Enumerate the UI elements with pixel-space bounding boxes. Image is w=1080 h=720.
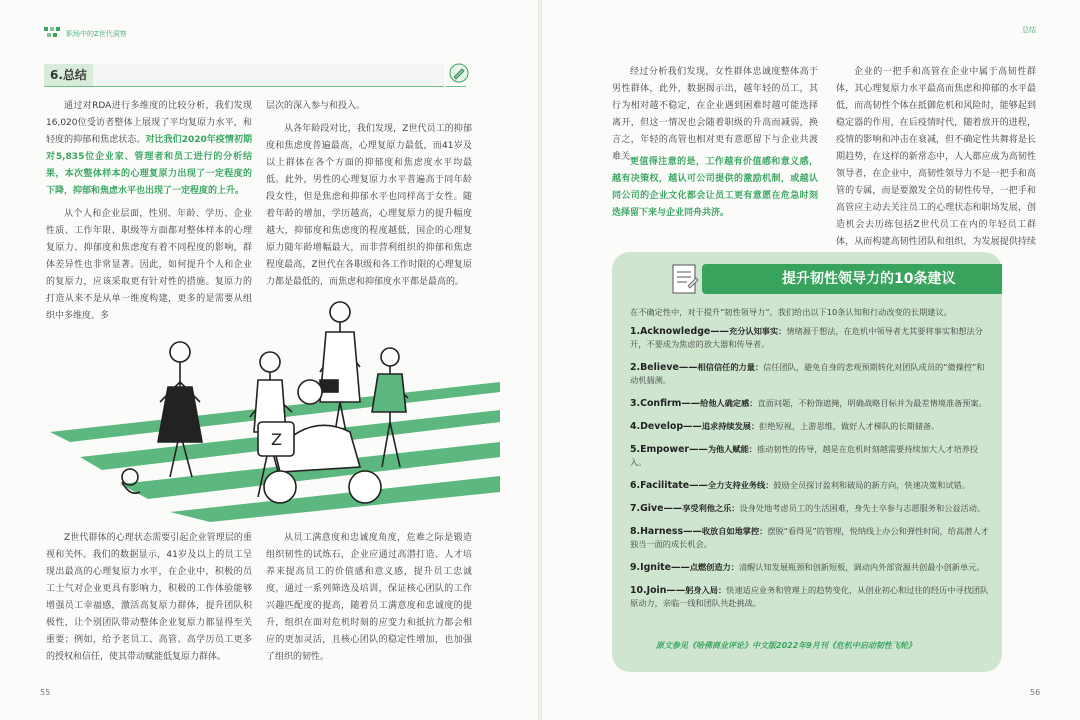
- suggestion-title: 点燃创造力：: [689, 562, 739, 572]
- suggestion-keyword: 9.Ignite——: [630, 562, 690, 573]
- suggestion-text: 快速适应业务和管理上的趋势变化，从创业初心和过往的经历中寻找团队原动力，亲临一线和团队共赴挑战。: [630, 585, 989, 608]
- suggestion-keyword: 3.Confirm——: [630, 398, 701, 409]
- source-note: 原文参见《哈佛商业评论》中文版2022年9月刊《危机中启动韧性飞轮》: [656, 641, 916, 650]
- suggestion-item: [630, 325, 990, 351]
- suggestion-keyword: 7.Give——: [630, 503, 683, 514]
- suggestion-text: 鼓励全员探讨盈利和破局的新方向，快速决策和试错。: [773, 480, 970, 490]
- section-bar: [44, 64, 444, 87]
- suggestion-keyword: 5.Empower——: [630, 444, 708, 455]
- page-number-right: 56: [1030, 688, 1041, 697]
- suggestion-title: 给他人确定感：: [700, 398, 758, 408]
- suggestion-text: 摆脱“看得见”的管理，悦纳线上办公和弹性时间，给高潜人才独当一面的成长机会。: [630, 526, 989, 549]
- suggestion-title: 躬身入局：: [685, 585, 727, 595]
- highlight-paragraph: 更值得注意的是，工作越有价值感和意义感，越有决策权，越认可公司提供的激励机制，或越认同公司的企业文化都会让员工更有意愿在危急时刻选择留下来与企业同舟共济。: [612, 157, 818, 218]
- document-icon: [670, 262, 700, 300]
- suggestion-text: 清醒认知发展瓶颈和创新短板，调动内外部资源共创最小创新单元。: [738, 562, 985, 572]
- paragraph: [46, 98, 252, 200]
- suggestion-item: [630, 525, 990, 551]
- suggestion-item: [630, 479, 990, 492]
- paragraph: 从各年龄段对比，我们发现，Z世代员工的抑郁度和焦虑度普遍最高，心理复原力最低，而41岁及以上群体在各个方面的抑郁度和焦虑度水平均最低。此外，男性的心理复原力水平普遍高于同年龄段女性，但是焦虑和抑郁水平也同样高于女性。随着年龄的增加，学历越高，心理复原力的提升幅度越大，抑郁度和焦虑度的程度越低，国企的心理复原力随年龄增幅最大，而非营利组织的抑郁和焦虑程度最高，Z世代在各职级和各工作时限的心理复原力都是最低的，而焦虑和抑郁度水平都是最高的。: [266, 124, 472, 287]
- suggestion-item: [630, 561, 990, 574]
- suggestion-text: 设身处地考虑员工的生活困难，身先士卒参与志愿服务和公益活动。: [739, 503, 986, 513]
- page-number-left: 55: [40, 688, 51, 697]
- suggestion-text: 直面问题，不粉饰遮掩，明确战略目标并为最差情境准备预案。: [757, 398, 987, 408]
- suggestion-text: 信任团队，避免自身的悲观预期转化对团队成员的“微操控”和动机揣测。: [630, 362, 985, 385]
- suggestion-keyword: 6.Facilitate——: [630, 480, 708, 491]
- suggestion-title: 享受利他之乐：: [682, 503, 740, 513]
- suggestion-text: 情绪源于想法，在危机中领导者尤其要将事实和想法分开，不要成为焦虑的放大器和传导者。: [630, 326, 983, 349]
- suggestion-keyword: 10.Join——: [630, 585, 686, 596]
- suggestions-title: 提升韧性领导力的10条建议: [702, 264, 1002, 294]
- street-illustration: [30, 292, 500, 526]
- suggestion-item: [630, 420, 990, 433]
- header-right-text: 总结: [1022, 26, 1036, 34]
- right-col-1: [612, 64, 818, 166]
- highlight-text: 对比我们2020年疫情初期对5,835位企业家、管理者和员工进行的分析结果，本次整体样本的心理复原力出现了一定程度的下降，抑郁和焦虑水平也出现了一定程度的上升。: [46, 135, 252, 196]
- header-left-text: 职场中的Z世代洞察: [66, 29, 127, 38]
- paragraph: 从员工满意度和忠诚度角度，危难之际是锻造组织韧性的试炼石，企业应通过高潜打造、人才培养来提高员工的价值感和意义感，提升员工忠诚度，通过一系列筛选及培训，保证核心团队的工作兴趣匹配度的提高，随着员工满意度和忠诚度的提升，组织在面对危机时刻的应变力和抵抗力都会相应的更加灵活，且核心团队的稳定性增加，也加强了组织的韧性。: [266, 533, 472, 662]
- suggestion-title: 全力支持业务线：: [707, 480, 774, 490]
- suggestions-intro: 在不确定性中，对于提升“韧性领导力”，我们给出以下10条认知和行动改变的长期建议。: [630, 307, 952, 317]
- pencil-icon: [448, 62, 470, 88]
- paragraph-text: 通过对RDA进行多维度的比较分析，我们发现16,020位受访者整体上展现了平均复原力水平，和轻度的抑郁和焦虑状态。: [46, 101, 252, 145]
- section-title: 6.总结: [44, 64, 93, 86]
- suggestion-keyword: 2.Believe——: [630, 362, 698, 373]
- right-col-2: [836, 64, 1036, 268]
- paragraph: 经过分析我们发现，女性群体忠诚度整体高于男性群体，此外，数据揭示出，越年轻的员工，其行为相对越不稳定，在企业遇到困难时越可能选择离开，但这一情况也会随着职级的升高而减弱，换言之，年轻的高管也相对更有意愿留下与企业共渡难关。: [612, 67, 818, 162]
- svg-text:Z: Z: [271, 430, 282, 449]
- suggestion-item: [630, 443, 990, 469]
- suggestion-keyword: 4.Develop——: [630, 421, 702, 432]
- suggestion-item: [630, 502, 990, 515]
- suggestion-title: 追求持续发展：: [701, 421, 760, 431]
- suggestion-title: 为他人赋能：: [707, 444, 757, 454]
- suggestions-body: [630, 306, 990, 620]
- paragraph: 企业的一把手和高管在企业中属于高韧性群体，其心理复原力水平最高而焦虑和抑郁的水平最低，而高韧性个体在抵御危机和风险时，能够起到稳定器的作用，在后疫情时代，随着放开的进程，疫情的影响和冲击在衰减，但不确定性共舞将是长期趋势，在这样的新常态中，人人都应成为高韧性领导者，在企业中，高韧性领导力不是一把手和高管的专属，而是要激发全员的韧性传导，一把手和高管应主动去关注员工的心理状态和职场发展，创造机会去历练包括Z世代员工在内的年轻员工群体，从而构建高韧性团队和组织，为发展提供持续: [836, 67, 1036, 247]
- left-col-4: [266, 530, 472, 666]
- suggestion-title: 相信信任的力量：: [697, 362, 764, 372]
- left-col-1: [46, 98, 252, 325]
- suggestion-title: 充分认知事实：: [729, 326, 787, 336]
- left-col-2: [266, 98, 472, 291]
- suggestion-item: [630, 361, 990, 387]
- suggestion-item: [630, 584, 990, 610]
- book-spine: [538, 0, 542, 720]
- paragraph: Z世代群体的心理状态需要引起企业管理层的重视和关怀。我们的数据显示，41岁及以上的员工呈现出最高的心理复原力水平，在企业中，积极的员工士气对企业更具有影响力，积极的工作体验能够增强员工幸福感，激活高复原力群体，提升团队积极性，让个别团队带动整体企业复原力都显得至关重要；例如，给予老员工、高管、高学历员工更多的授权和信任，使其带动赋能低复原力群体。: [46, 533, 252, 662]
- right-col-1-highlight: [612, 154, 818, 222]
- header-left: [44, 24, 127, 43]
- paragraph: 层次的深入参与和投入。: [266, 101, 366, 111]
- suggestion-text: 拒绝短视，上游思维，做好人才梯队的长期储备。: [759, 421, 940, 431]
- logo-icon: [44, 24, 60, 43]
- suggestion-item: [630, 397, 990, 410]
- left-col-3: [46, 530, 252, 666]
- paragraph: 从个人和企业层面，性别、年龄、学历、企业性质、工作年限、职级等方面都对整体样本的心理复原力、抑郁度和焦虑度有着不同程度的影响，群体差异性也非常显著。因此，如何提升个人和企业的复原力，应该采取更有针对性的措施。复原力的打造从来不是从单一维度构建，更多的是需要从组织中多维度、多: [46, 209, 252, 321]
- suggestion-title: 收放自如地掌控：: [701, 526, 768, 536]
- suggestion-keyword: 1.Acknowledge——: [630, 326, 730, 337]
- suggestion-text: 推动韧性的传导，越是在危机时刻越需要持续加大人才培养投入。: [630, 444, 979, 467]
- suggestion-keyword: 8.Harness——: [630, 526, 702, 537]
